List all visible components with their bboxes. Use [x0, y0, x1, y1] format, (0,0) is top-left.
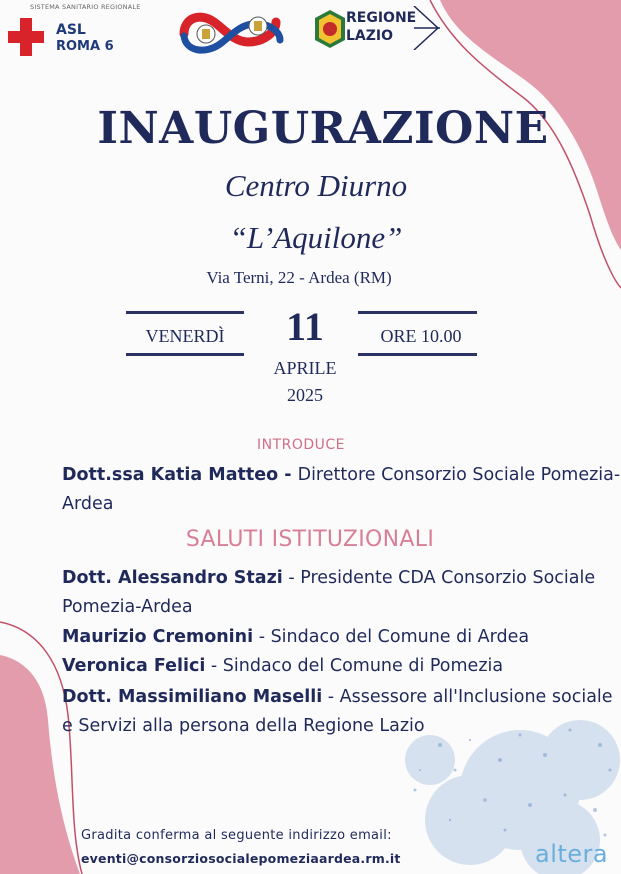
- saluti-speaker-1: [62, 564, 621, 622]
- speaker-name: Dott. Massimiliano Maselli: [62, 687, 323, 707]
- speaker-role: - Sindaco del Comune di Ardea: [253, 627, 530, 647]
- date-day: 11: [286, 304, 324, 349]
- regione-lazio-logo: [312, 6, 442, 54]
- asl-roma6-logo: [4, 2, 174, 60]
- speaker-role: - Sindaco del Comune di Pomezia: [205, 656, 504, 676]
- confirm-text: Gradita conferma al seguente indirizzo email:: [81, 828, 392, 843]
- subtitle-aquilone: “L’Aquilone”: [229, 220, 403, 255]
- speaker-name: Dott.ssa Katia Matteo -: [62, 465, 298, 485]
- time-top-line: [358, 311, 477, 314]
- asl-small-text: SISTEMA SANITARIO REGIONALE: [30, 3, 141, 11]
- email-link[interactable]: eventi@consorziosocialepomeziaardea.rm.it: [81, 851, 401, 866]
- weekday-bottom-line: [126, 353, 244, 356]
- speaker-name: Dott. Alessandro Stazi: [62, 568, 283, 588]
- saluti-speaker-2: [62, 623, 621, 652]
- consorzio-infinity-logo: [176, 2, 288, 60]
- speaker-name: Maurizio Cremonini: [62, 627, 254, 647]
- introduce-heading: INTRODUCE: [256, 437, 346, 453]
- red-cross-icon: [8, 18, 44, 56]
- subtitle-centro-diurno: Centro Diurno: [224, 168, 408, 203]
- saluti-speaker-3: [62, 652, 621, 681]
- lazio-emblem-icon: [315, 10, 345, 48]
- regione-text: REGIONE: [346, 10, 417, 26]
- speaker-role: - Assessore all'Inclusione sociale e Servizi alla persona della Regione Lazio: [62, 687, 613, 736]
- weekday: VENERDÌ: [145, 326, 225, 346]
- roma6-text: ROMA 6: [56, 39, 114, 54]
- asl-text: ASL: [56, 22, 86, 38]
- date-month: APRILE: [273, 358, 337, 378]
- altera-logo: altera: [535, 840, 609, 868]
- time-bottom-line: [358, 353, 477, 356]
- lazio-text: LAZIO: [346, 28, 394, 44]
- speaker-name: Veronica Felici: [62, 656, 206, 676]
- speaker-role: Direttore Consorzio Sociale Pomezia-Ardea: [62, 465, 621, 514]
- speaker-role: - Presidente CDA Consorzio Sociale Pomezia-Ardea: [62, 568, 596, 617]
- address: Via Terni, 22 - Ardea (RM): [206, 268, 392, 287]
- lazio-chevron-icon: [412, 6, 442, 50]
- introduce-speaker: [62, 461, 621, 519]
- saluti-speaker-4: [62, 683, 621, 741]
- date-year: 2025: [287, 385, 323, 405]
- page-title: INAUGURAZIONE: [97, 103, 549, 154]
- event-time: ORE 10.00: [380, 326, 462, 346]
- saluti-heading: SALUTI ISTITUZIONALI: [185, 527, 435, 552]
- weekday-top-line: [126, 311, 244, 314]
